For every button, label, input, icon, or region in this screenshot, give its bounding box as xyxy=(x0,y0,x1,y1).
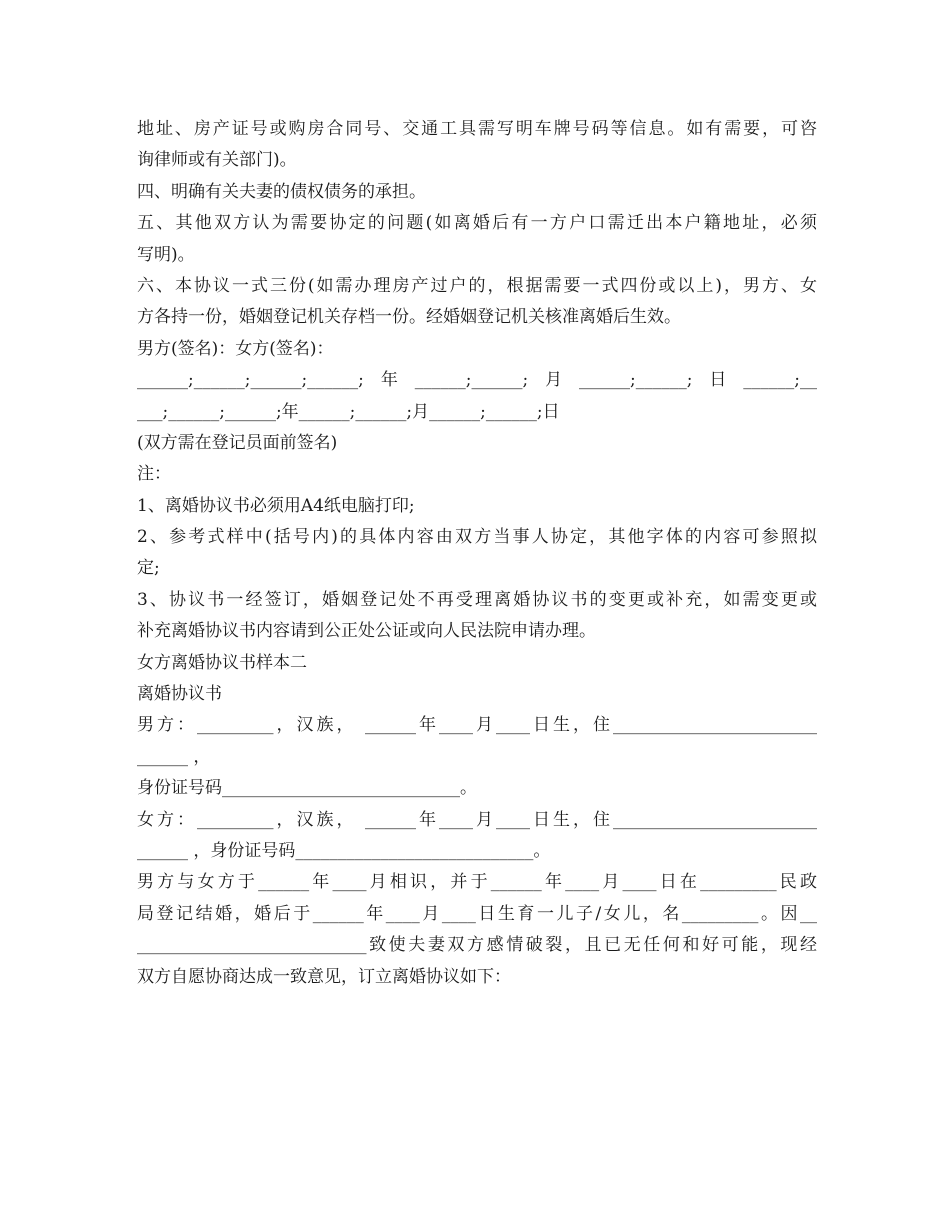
text-line: 局登记结婚，婚后于______年____月____日生育一儿子/女儿，名_________。因__ xyxy=(137,903,817,924)
text-line: 写明)。 xyxy=(137,244,195,265)
text-line: 3、协议书一经签订，婚姻登记处不再受理离婚协议书的变更或补充，如需变更或 xyxy=(137,589,817,610)
text-line: 定; xyxy=(137,558,160,579)
text-line: 男方与女方于______年____月相识，并于______年____月____日在_________民政 xyxy=(137,872,817,893)
text-line: ___________________________致使夫妻双方感情破裂，且已无任何和好可能，现经 xyxy=(137,935,817,956)
text-line: ______;______;______;______;年______;______;月______;______;日______;__ xyxy=(137,370,817,391)
text-line: 女方：_________，汉族， ______年____月____日生，住________________________ xyxy=(137,809,817,830)
text-line: 注： xyxy=(137,464,171,485)
document-page xyxy=(137,114,817,993)
text-line: 四、明确有关夫妻的债权债务的承担。 xyxy=(137,181,426,202)
text-line: 六、本协议一式三份(如需办理房产过户的，根据需要一式四份或以上)，男方、女 xyxy=(137,275,817,296)
text-line: 双方自愿协商达成一致意见，订立离婚协议如下： xyxy=(137,966,511,987)
text-line: 询律师或有关部门)。 xyxy=(137,150,297,171)
text-line: 补充离婚协议书内容请到公正处公证或向人民法院申请办理。 xyxy=(137,621,596,642)
text-line: ______ ， xyxy=(137,746,211,767)
text-line: 1、离婚协议书必须用A4纸电脑打印; xyxy=(137,495,415,516)
text-line: ___;______;______;年______;______;月______;______;日 xyxy=(137,401,560,422)
text-line: 方各持一份，婚姻登记机关存档一份。经婚姻登记机关核准离婚后生效。 xyxy=(137,307,681,328)
text-line: 男方：_________，汉族， ______年____月____日生，住________________________ xyxy=(137,715,817,736)
text-line: 女方离婚协议书样本二 xyxy=(137,652,307,673)
text-line: 地址、房产证号或购房合同号、交通工具需写明车牌号码等信息。如有需要，可咨 xyxy=(137,119,817,139)
text-line: 身份证号码____________________________。 xyxy=(137,778,477,799)
text-line: 男方(签名)：女方(签名)： xyxy=(137,338,334,359)
text-line: 五、其他双方认为需要协定的问题(如离婚后有一方户口需迁出本户籍地址，必须 xyxy=(137,213,817,234)
text-line: 2、参考式样中(括号内)的具体内容由双方当事人协定，其他字体的内容可参照拟 xyxy=(137,527,817,548)
text-line: 离婚协议书 xyxy=(137,684,222,705)
text-line: ______ ，身份证号码____________________________。 xyxy=(137,840,551,861)
text-line: (双方需在登记员面前签名) xyxy=(137,432,338,453)
